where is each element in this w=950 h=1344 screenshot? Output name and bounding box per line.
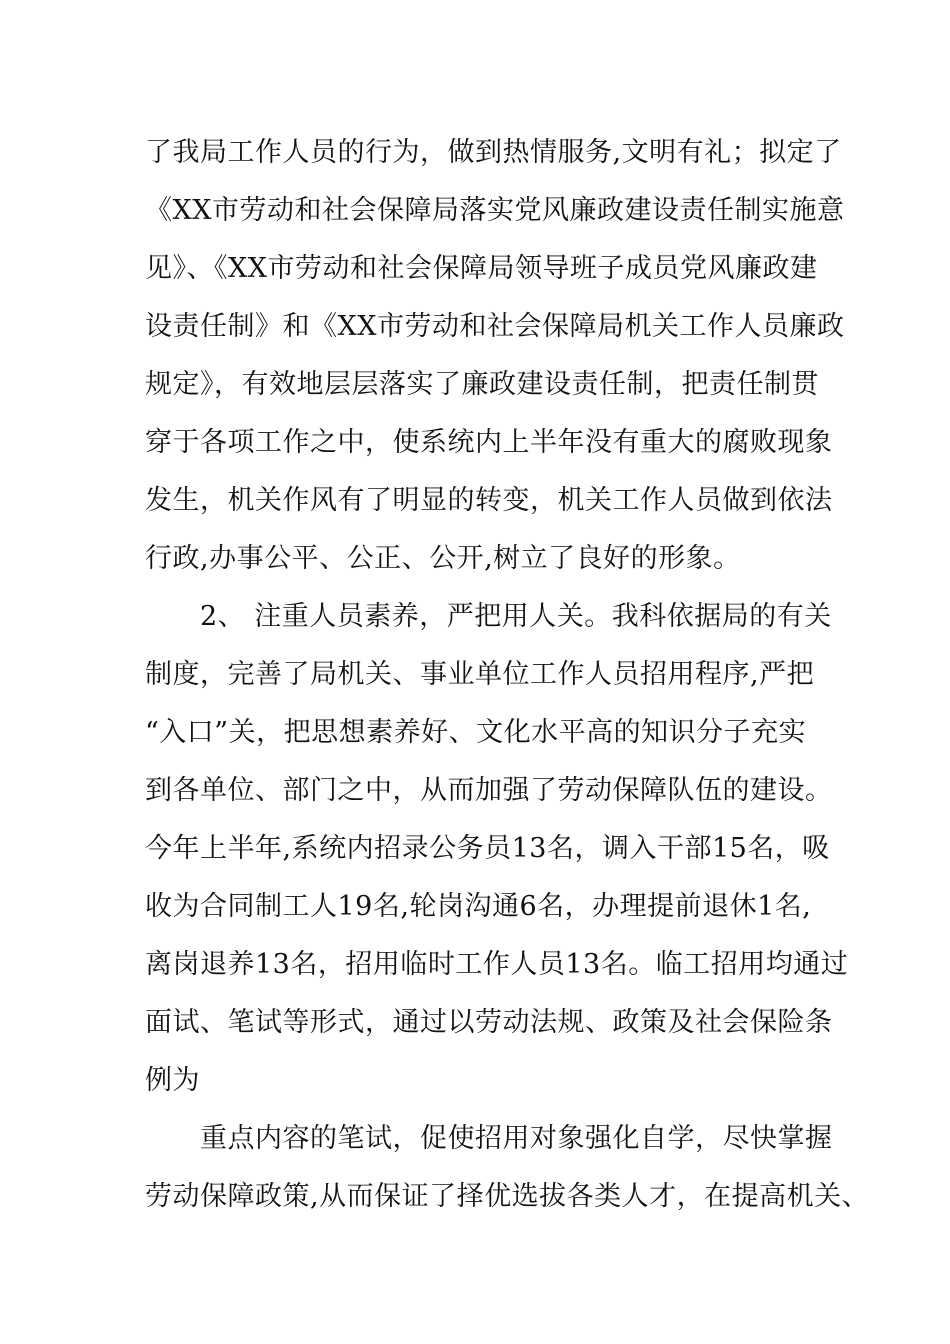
paragraph-line: 穿于各项工作之中，使系统内上半年没有重大的腐败现象 — [145, 427, 833, 458]
paragraph-line: 见》、《XX市劳动和社会保障局领导班子成员党风廉政建 — [145, 253, 818, 284]
paragraph-line: 离岗退养13名，招用临时工作人员13名。临工招用均通过 — [145, 949, 849, 980]
paragraph-line: 2、 注重人员素养，严把用人关。我科依据局的有关 — [200, 601, 832, 632]
paragraph-line: 了我局工作人员的行为，做到热情服务,文明有礼；拟定了 — [145, 137, 842, 168]
paragraph-line: 《XX市劳动和社会保障局落实党风廉政建设责任制实施意 — [145, 195, 845, 226]
paragraph-line: 设责任制》和《XX市劳动和社会保障局机关工作人员廉政 — [145, 311, 845, 342]
paragraph-line: 重点内容的笔试，促使招用对象强化自学，尽快掌握 — [200, 1123, 833, 1154]
paragraph-line: 面试、笔试等形式，通过以劳动法规、政策及社会保险条 — [145, 1007, 833, 1038]
paragraph-line: 发生，机关作风有了明显的转变，机关工作人员做到依法 — [145, 485, 833, 516]
paragraph-line: 规定》，有效地层层落实了廉政建设责任制，把责任制贯 — [145, 369, 819, 400]
paragraph-line: 例为 — [145, 1065, 200, 1096]
paragraph-line: 收为合同制工人19名,轮岗沟通6名，办理提前退休1名, — [145, 891, 812, 922]
paragraph-line: 行政,办事公平、公正、公开,树立了良好的形象。 — [145, 543, 741, 574]
paragraph-line: “入口”关，把思想素养好、文化水平高的知识分子充实 — [145, 717, 807, 748]
paragraph-line: 制度，完善了局机关、事业单位工作人员招用程序,严把 — [145, 659, 815, 690]
paragraph-line: 到各单位、部门之中，从而加强了劳动保障队伍的建设。 — [145, 775, 833, 806]
paragraph-line: 今年上半年,系统内招录公务员13名，调入干部15名，吸 — [145, 833, 830, 864]
paragraph-line: 劳动保障政策,从而保证了择优选拔各类人才，在提高机关、 — [145, 1181, 870, 1212]
